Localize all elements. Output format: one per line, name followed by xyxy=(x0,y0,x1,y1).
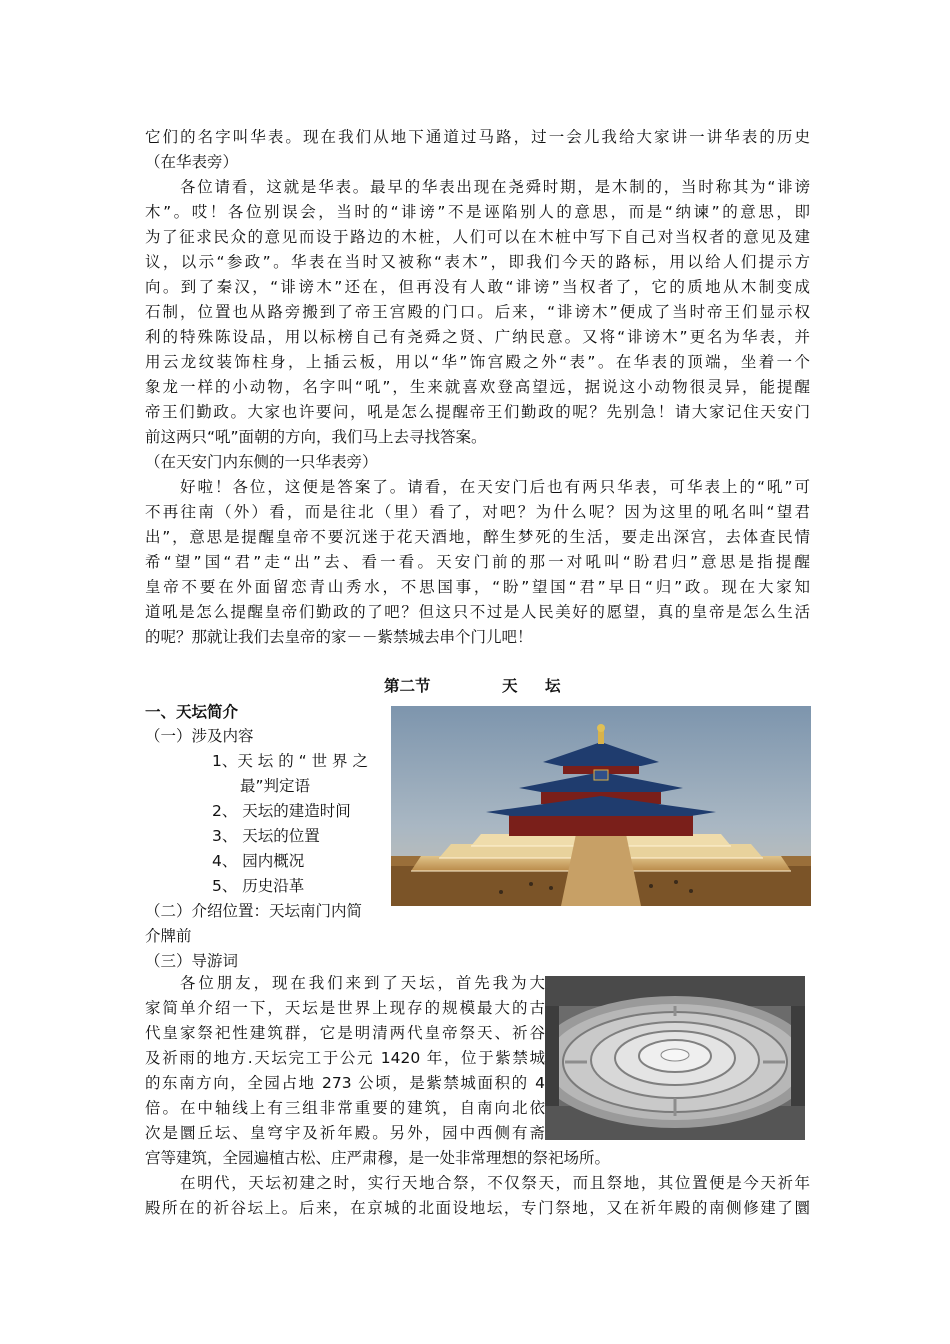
text-line: 家简单介绍一下，天坛是世界上现存的规模最大的古 xyxy=(145,999,545,1017)
text-line: 道吼是怎么提醒皇帝们勤政的了吧？但这只不过是人民美好的愿望，真的皇帝是怎么生活 xyxy=(145,603,810,621)
text-line: 次是圜丘坛、皇穹宇及祈年殿。另外，园中西侧有斋 xyxy=(145,1124,545,1142)
text-line: 象龙一样的小动物，名字叫“吼”，生来就喜欢登高望远，据说这小动物很灵异，能提醒 xyxy=(145,378,810,396)
text-line: 它们的名字叫华表。现在我们从地下通道过马路，过一会儿我给大家讲一讲华表的历史 xyxy=(145,128,810,146)
text-line: 议，以示“参政”。华表在当时又被称“表木”，即我们今天的路标，用以给人们提示方 xyxy=(145,253,810,271)
outline-item: 3、 天坛的位置 xyxy=(212,827,320,845)
text-line: 宫等建筑，全园遍植古松、庄严肃穆，是一处非常理想的祭祀场所。 xyxy=(145,1149,611,1167)
outline-item: 1、天 坛 的 “ 世 界 之 xyxy=(212,752,368,770)
text-line: 好啦！各位，这便是答案了。请看，在天安门后也有两只华表，可华表上的“吼”可 xyxy=(180,478,810,496)
text-line: 希“望”国“君”走“出”去、看一看。天安门前的那一对吼叫“盼君归”意思是指提醒 xyxy=(145,553,810,571)
outline-item: 2、 天坛的建造时间 xyxy=(212,802,351,820)
text-line: 在明代，天坛初建之时，实行天地合祭，不仅祭天，而且祭地，其位置便是今天祈年 xyxy=(180,1174,810,1192)
text-line: 殿所在的祈谷坛上。后来，在京城的北面设地坛，专门祭地，又在祈年殿的南侧修建了圜 xyxy=(145,1199,810,1217)
text-line: 各位朋友，现在我们来到了天坛，首先我为大 xyxy=(180,974,545,992)
text-line: 木”。哎！各位别误会，当时的“诽谤”不是诬陷别人的意思，而是“纳谏”的意思，即 xyxy=(145,203,810,221)
text-line: 不再往南（外）看，而是往北（里）看了，对吧？为什么呢？因为这里的吼名叫“望君 xyxy=(145,503,810,521)
circular-mound-altar-photo xyxy=(545,976,805,1140)
outline-heading: 一、天坛简介 xyxy=(145,703,239,721)
outline-sub-heading: （二）介绍位置：天坛南门内简 xyxy=(145,902,363,920)
text-line: 前这两只“吼”面朝的方向，我们马上去寻找答案。 xyxy=(145,428,487,446)
text-line: （在天安门内东侧的一只华表旁） xyxy=(145,453,378,471)
text-line: 用云龙纹装饰柱身，上插云板，用以“华”饰宫殿之外“表”。在华表的顶端，坐着一个 xyxy=(145,353,810,371)
temple-of-heaven-photo xyxy=(391,706,811,906)
text-line: 及祈雨的地方.天坛完工于公元 1420 年，位于紫禁城 xyxy=(145,1049,545,1067)
text-line: 为了征求民众的意见而设于路边的木桩，人们可以在木桩中写下自己对当权者的意见及建 xyxy=(145,228,810,246)
text-line: 石制，位置也从路旁搬到了帝王宫殿的门口。后来，“诽谤木”便成了当时帝王们显示权 xyxy=(145,303,810,321)
outline-item: 最”判定语 xyxy=(240,777,311,795)
text-line: 代皇家祭祀性建筑群，它是明清两代皇帝祭天、祈谷 xyxy=(145,1024,545,1042)
section-title-char: 天 xyxy=(502,677,518,695)
outline-item: 4、 园内概况 xyxy=(212,852,305,870)
section-number: 第二节 xyxy=(384,677,431,695)
section-title-char: 坛 xyxy=(545,677,561,695)
text-line: （在华表旁） xyxy=(145,153,239,171)
text-line: 各位请看，这就是华表。最早的华表出现在尧舜时期，是木制的，当时称其为“诽谤 xyxy=(180,178,810,196)
text-line: 帝王们勤政。大家也许要问，吼是怎么提醒帝王们勤政的呢？先别急！请大家记住天安门 xyxy=(145,403,810,421)
outline-item: 5、 历史沿革 xyxy=(212,877,305,895)
text-line: 倍。在中轴线上有三组非常重要的建筑，自南向北依 xyxy=(145,1099,545,1117)
text-line: 皇帝不要在外面留恋青山秀水，不思国事，“盼”望国“君”早日“归”政。现在大家知 xyxy=(145,578,810,596)
text-line: 出”，意思是提醒皇帝不要沉迷于花天酒地，醉生梦死的生活，要走出深宫，去体查民情 xyxy=(145,528,810,546)
text-line: 向。到了秦汉，“诽谤木”还在，但再没有人敢“诽谤”当权者了，它的质地从木制变成 xyxy=(145,278,810,296)
outline-sub-heading: （一）涉及内容 xyxy=(145,727,254,745)
outline-sub-heading: （三）导游词 xyxy=(145,952,239,970)
text-line: 的东南方向，全园占地 273 公顷，是紫禁城面积的 4 xyxy=(145,1074,545,1092)
text-line: 利的特殊陈设品，用以标榜自己有尧舜之贤、广纳民意。又将“诽谤木”更名为华表，并 xyxy=(145,328,810,346)
outline-sub-heading: 介牌前 xyxy=(145,927,192,945)
text-line: 的呢？那就让我们去皇帝的家－－紫禁城去串个门儿吧！ xyxy=(145,628,533,646)
